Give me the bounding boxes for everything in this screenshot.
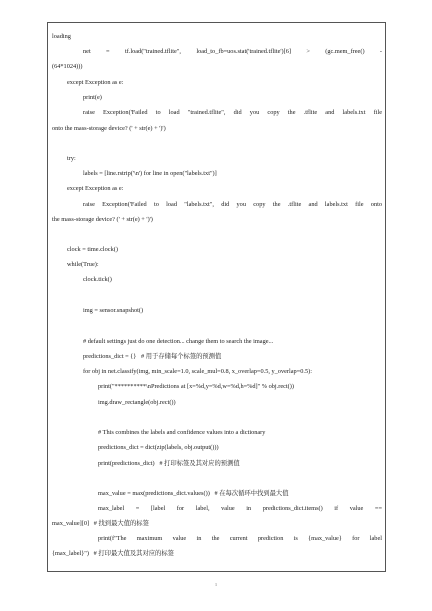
code-line: print(e) [83,94,102,101]
code-line: try: [67,155,76,162]
code-line: onto the mass-storage device? (' + str(e) + ')') [52,125,166,132]
code-line: img.draw_rectangle(obj.rect()) [98,399,176,406]
code-line: max_value][0] # 找到最大值的标签 [52,520,149,527]
code-line: # This combines the labels and confidence values into a dictionary [98,429,266,436]
code-line: raise Exception('Failed to load "trained.tflite", did you copy the .tflite and labels.txt file [83,109,382,116]
code-line: clock = time.clock() [67,246,118,253]
code-line: raise Exception('Failed to load "labels.txt", did you copy the .tflite and labels.txt file onto [83,201,382,208]
code-line: labels = [line.rstrip('\n') for line in open("labels.txt")] [83,170,217,177]
code-line: except Exception as e: [67,79,124,86]
code-line: for obj in net.classify(img, min_scale=1.0, scale_mul=0.8, x_overlap=0.5, y_overlap=0.5): [83,368,312,375]
code-line: net = tf.load("trained.tflite", load_to_fb=uos.stat('trained.tflite')[6] > (gc.mem_free() - [83,48,382,55]
code-line: predictions_dict = dict(zip(labels, obj.output())) [98,444,219,451]
code-line: # default settings just do one detection... change them to search the image... [83,338,274,345]
code-line: print("**********\nPredictions at [x=%d,y=%d,w=%d,h=%d]" % obj.rect()) [98,383,294,390]
code-line: print(f"The maximum value in the current prediction is {max_value} for label [98,535,382,542]
code-line: except Exception as e: [67,185,124,192]
code-line: the mass-storage device? (' + str(e) + ')') [52,216,153,223]
code-line: print(predictions_dict) # 打印标签及其对应的预测值 [98,460,240,467]
code-line: predictions_dict = {} # 用于存储每个标签的预测值 [83,353,222,360]
code-line: {max_label}") # 打印最大值及其对应的标签 [52,550,174,557]
code-line: (64*1024))) [52,63,83,70]
code-line: loading [52,33,71,40]
code-line: clock.tick() [83,276,112,283]
code-line: max_label = [label for label, value in predictions_dict.items() if value == [98,505,382,512]
code-line: img = sensor.snapshot() [83,307,144,314]
code-line: while(True): [67,261,99,268]
code-line: max_value = max(predictions_dict.values()) # 在每次循环中找到最大值 [98,490,289,497]
page-number: 1 [215,582,217,587]
